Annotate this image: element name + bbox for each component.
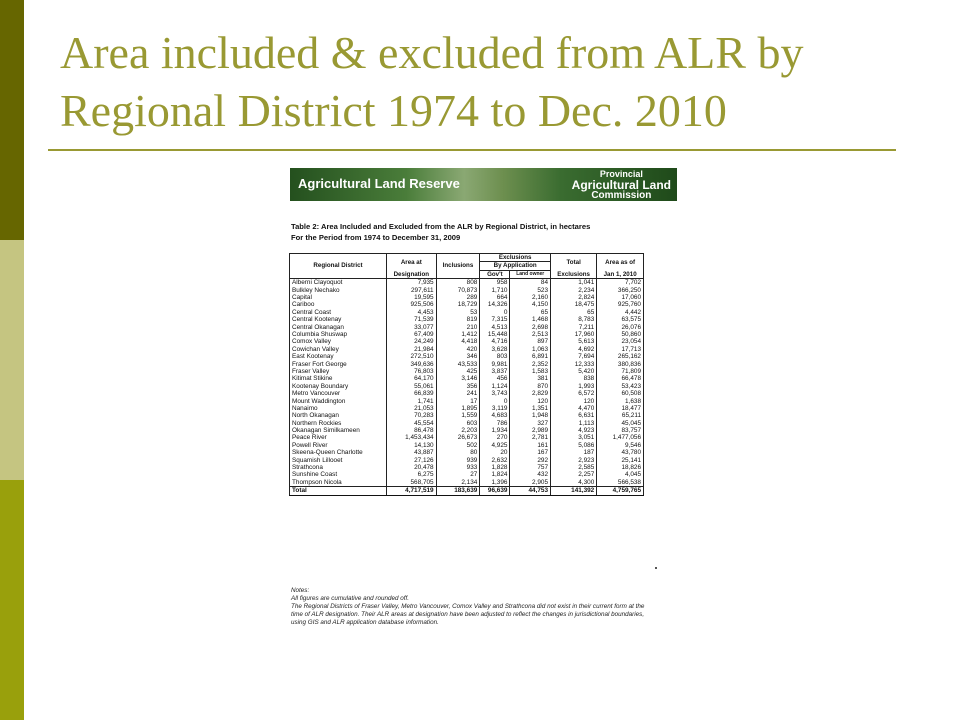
table-row (290, 442, 644, 449)
table-row (290, 368, 644, 375)
cell-name: Bulkley Nechako (290, 287, 387, 294)
cell-area: 66,839 (387, 390, 437, 397)
table-row (290, 279, 644, 287)
cell-incl: 819 (436, 316, 480, 323)
cell-area: 4,717,519 (387, 487, 437, 495)
cell-owner: 1,583 (510, 368, 551, 375)
cell-name: Cowichan Valley (290, 346, 387, 353)
cell-govt: 15,448 (480, 331, 510, 338)
stray-mark (655, 567, 657, 569)
cell-incl: 502 (436, 442, 480, 449)
cell-name: Squamish Lillooet (290, 457, 387, 464)
cell-name: Fraser Valley (290, 368, 387, 375)
table-row (290, 420, 644, 427)
cell-owner: 2,989 (510, 427, 551, 434)
cell-incl: 3,146 (436, 375, 480, 382)
cell-name: Powell River (290, 442, 387, 449)
cell-owner: 523 (510, 287, 551, 294)
cell-area: 70,283 (387, 412, 437, 419)
table-row (290, 479, 644, 487)
table-row (290, 360, 644, 367)
cell-asof: 66,478 (597, 375, 644, 382)
cell-name: Kitimat Stikine (290, 375, 387, 382)
cell-asof: 925,760 (597, 301, 644, 308)
cell-owner: 2,698 (510, 324, 551, 331)
cell-total: 4,300 (551, 479, 597, 487)
cell-owner: 65 (510, 309, 551, 316)
cell-asof: 7,702 (597, 279, 644, 287)
alr-table (289, 253, 644, 496)
banner-left-text: Agricultural Land Reserve (298, 176, 460, 191)
cell-name: Central Kootenay (290, 316, 387, 323)
title-divider (48, 149, 896, 151)
header-designation: Designation (387, 270, 437, 278)
slide-title-line2: Regional District 1974 to Dec. 2010 (60, 85, 727, 136)
cell-govt: 0 (480, 309, 510, 316)
cell-total: 120 (551, 397, 597, 404)
cell-name: Northern Rockies (290, 420, 387, 427)
side-bar-top (0, 0, 24, 240)
cell-asof: 17,060 (597, 294, 644, 301)
table-row (290, 397, 644, 404)
cell-asof: 4,442 (597, 309, 644, 316)
cell-incl: 18,729 (436, 301, 480, 308)
table-row (290, 449, 644, 456)
cell-area: 21,053 (387, 405, 437, 412)
side-accent-bar (0, 0, 24, 720)
header-govt: Gov't (480, 270, 510, 278)
cell-owner: 1,351 (510, 405, 551, 412)
cell-asof: 366,250 (597, 287, 644, 294)
table-row (290, 427, 644, 434)
header-exclusions: Exclusions (480, 254, 551, 262)
table-caption (291, 221, 590, 243)
cell-total: 18,475 (551, 301, 597, 308)
cell-asof: 265,162 (597, 353, 644, 360)
side-bar-middle (0, 240, 24, 480)
cell-total: 6,631 (551, 412, 597, 419)
cell-name: Thompson Nicola (290, 479, 387, 487)
table-caption-line2: For the Period from 1974 to December 31, 2009 (291, 233, 461, 242)
cell-incl: 603 (436, 420, 480, 427)
cell-incl: 1,895 (436, 405, 480, 412)
table-row (290, 324, 644, 331)
cell-name: Peace River (290, 434, 387, 441)
cell-area: 76,803 (387, 368, 437, 375)
cell-area: 86,478 (387, 427, 437, 434)
cell-owner: 84 (510, 279, 551, 287)
cell-incl: 43,533 (436, 360, 480, 367)
cell-area: 71,539 (387, 316, 437, 323)
cell-incl: 70,873 (436, 287, 480, 294)
cell-asof: 1,638 (597, 397, 644, 404)
cell-asof: 1,477,056 (597, 434, 644, 441)
cell-asof: 83,757 (597, 427, 644, 434)
cell-total: 4,923 (551, 427, 597, 434)
cell-name: Total (290, 487, 387, 495)
cell-govt: 1,934 (480, 427, 510, 434)
cell-total: 2,824 (551, 294, 597, 301)
table-row (290, 405, 644, 412)
cell-govt: 1,824 (480, 471, 510, 478)
table-row (290, 383, 644, 390)
cell-govt: 3,119 (480, 405, 510, 412)
cell-area: 24,249 (387, 338, 437, 345)
cell-area: 45,554 (387, 420, 437, 427)
cell-total: 2,923 (551, 457, 597, 464)
table-row (290, 294, 644, 301)
table-row (290, 346, 644, 353)
side-bar-bottom (0, 480, 24, 720)
cell-govt: 14,326 (480, 301, 510, 308)
cell-area: 21,984 (387, 346, 437, 353)
cell-incl: 939 (436, 457, 480, 464)
cell-total: 4,692 (551, 346, 597, 353)
header-regional-district: Regional District (290, 254, 387, 279)
cell-total: 17,960 (551, 331, 597, 338)
cell-incl: 356 (436, 383, 480, 390)
cell-total: 1,041 (551, 279, 597, 287)
cell-owner: 6,891 (510, 353, 551, 360)
cell-asof: 71,809 (597, 368, 644, 375)
cell-asof: 18,826 (597, 464, 644, 471)
cell-name: Central Okanagan (290, 324, 387, 331)
cell-name: Alberni Clayoquot (290, 279, 387, 287)
cell-asof: 18,477 (597, 405, 644, 412)
cell-name: East Kootenay (290, 353, 387, 360)
cell-total: 5,613 (551, 338, 597, 345)
cell-owner: 292 (510, 457, 551, 464)
notes-line1: All figures are cumulative and rounded off. (291, 595, 409, 602)
cell-govt: 7,315 (480, 316, 510, 323)
cell-total: 1,113 (551, 420, 597, 427)
banner-right-line2: Agricultural Land (571, 178, 671, 192)
banner-commission-logo (572, 169, 671, 201)
notes-heading: Notes: (291, 587, 310, 594)
table-row (290, 471, 644, 478)
cell-total: 4,470 (551, 405, 597, 412)
cell-owner: 2,781 (510, 434, 551, 441)
cell-total: 3,051 (551, 434, 597, 441)
cell-asof: 63,575 (597, 316, 644, 323)
cell-owner: 870 (510, 383, 551, 390)
cell-name: Kootenay Boundary (290, 383, 387, 390)
cell-govt: 803 (480, 353, 510, 360)
cell-govt: 4,513 (480, 324, 510, 331)
cell-govt: 3,837 (480, 368, 510, 375)
cell-govt: 3,628 (480, 346, 510, 353)
cell-incl: 2,203 (436, 427, 480, 434)
cell-asof: 53,423 (597, 383, 644, 390)
cell-area: 1,741 (387, 397, 437, 404)
cell-owner: 120 (510, 397, 551, 404)
cell-incl: 346 (436, 353, 480, 360)
table-row (290, 434, 644, 441)
cell-name: Metro Vancouver (290, 390, 387, 397)
cell-name: Fraser Fort George (290, 360, 387, 367)
cell-asof: 4,045 (597, 471, 644, 478)
cell-area: 297,611 (387, 287, 437, 294)
cell-name: Columbia Shuswap (290, 331, 387, 338)
table-row (290, 301, 644, 308)
table-row (290, 287, 644, 294)
cell-incl: 808 (436, 279, 480, 287)
cell-total: 8,783 (551, 316, 597, 323)
cell-total: 2,234 (551, 287, 597, 294)
cell-area: 33,077 (387, 324, 437, 331)
cell-govt: 1,710 (480, 287, 510, 294)
cell-owner: 161 (510, 442, 551, 449)
cell-name: Comox Valley (290, 338, 387, 345)
cell-incl: 17 (436, 397, 480, 404)
cell-owner: 1,948 (510, 412, 551, 419)
cell-govt: 664 (480, 294, 510, 301)
header-area-asof: Area as of (597, 254, 644, 271)
table-row (290, 390, 644, 397)
cell-owner: 2,829 (510, 390, 551, 397)
cell-owner: 1,468 (510, 316, 551, 323)
cell-govt: 958 (480, 279, 510, 287)
table-row (290, 353, 644, 360)
cell-total: 7,211 (551, 324, 597, 331)
cell-incl: 183,639 (436, 487, 480, 495)
cell-incl: 26,673 (436, 434, 480, 441)
cell-govt: 1,396 (480, 479, 510, 487)
cell-owner: 2,160 (510, 294, 551, 301)
table-row (290, 331, 644, 338)
cell-name: Cariboo (290, 301, 387, 308)
alr-banner (290, 168, 677, 201)
header-total-exclusions: Exclusions (551, 270, 597, 278)
cell-owner: 381 (510, 375, 551, 382)
cell-asof: 23,054 (597, 338, 644, 345)
cell-govt: 3,743 (480, 390, 510, 397)
cell-name: Nanaimo (290, 405, 387, 412)
cell-total: 838 (551, 375, 597, 382)
cell-asof: 25,141 (597, 457, 644, 464)
table-row (290, 316, 644, 323)
table-total-row (290, 487, 644, 495)
cell-asof: 60,508 (597, 390, 644, 397)
cell-name: North Okanagan (290, 412, 387, 419)
cell-owner: 1,063 (510, 346, 551, 353)
cell-govt: 456 (480, 375, 510, 382)
cell-incl: 420 (436, 346, 480, 353)
cell-total: 2,257 (551, 471, 597, 478)
notes-line2: The Regional Districts of Fraser Valley, Metro Vancouver, Comox Valley and Strathcona did not exist in their current form at the time of ALR designation. Their ALR areas at designation have been adjusted to reflect the changes in jurisdictional boundaries, using GIS and ALR application database information. (291, 603, 645, 626)
cell-area: 4,453 (387, 309, 437, 316)
table-notes (291, 587, 651, 627)
cell-area: 19,595 (387, 294, 437, 301)
cell-asof: 26,076 (597, 324, 644, 331)
cell-area: 925,506 (387, 301, 437, 308)
cell-asof: 43,780 (597, 449, 644, 456)
cell-area: 1,453,434 (387, 434, 437, 441)
header-inclusions: Inclusions (436, 254, 480, 279)
cell-area: 6,275 (387, 471, 437, 478)
table-row (290, 457, 644, 464)
cell-owner: 4,150 (510, 301, 551, 308)
cell-incl: 425 (436, 368, 480, 375)
cell-name: Sunshine Coast (290, 471, 387, 478)
cell-name: Central Coast (290, 309, 387, 316)
cell-owner: 327 (510, 420, 551, 427)
cell-asof: 45,045 (597, 420, 644, 427)
header-jan-2010: Jan 1, 2010 (597, 270, 644, 278)
cell-owner: 44,753 (510, 487, 551, 495)
table-row (290, 338, 644, 345)
cell-incl: 1,412 (436, 331, 480, 338)
slide-title-line1: Area included & excluded from ALR by (60, 27, 804, 78)
cell-asof: 9,546 (597, 442, 644, 449)
cell-name: Skeena-Queen Charlotte (290, 449, 387, 456)
cell-total: 187 (551, 449, 597, 456)
cell-incl: 210 (436, 324, 480, 331)
cell-asof: 65,211 (597, 412, 644, 419)
cell-govt: 9,981 (480, 360, 510, 367)
cell-incl: 2,134 (436, 479, 480, 487)
cell-area: 349,636 (387, 360, 437, 367)
cell-total: 1,993 (551, 383, 597, 390)
cell-owner: 757 (510, 464, 551, 471)
header-total: Total (551, 254, 597, 271)
cell-govt: 4,716 (480, 338, 510, 345)
cell-owner: 2,905 (510, 479, 551, 487)
cell-govt: 1,124 (480, 383, 510, 390)
cell-govt: 2,632 (480, 457, 510, 464)
cell-incl: 80 (436, 449, 480, 456)
cell-incl: 1,559 (436, 412, 480, 419)
cell-total: 65 (551, 309, 597, 316)
cell-name: Okanagan Similkameen (290, 427, 387, 434)
header-land-owner: Land owner (510, 270, 551, 278)
cell-area: 568,705 (387, 479, 437, 487)
cell-asof: 50,860 (597, 331, 644, 338)
cell-asof: 380,836 (597, 360, 644, 367)
cell-total: 5,086 (551, 442, 597, 449)
table-caption-line1: Table 2: Area Included and Excluded from the ALR by Regional District, in hectares (291, 222, 591, 231)
cell-owner: 2,513 (510, 331, 551, 338)
cell-area: 272,510 (387, 353, 437, 360)
cell-owner: 2,352 (510, 360, 551, 367)
cell-govt: 0 (480, 397, 510, 404)
cell-total: 12,333 (551, 360, 597, 367)
table-row (290, 412, 644, 419)
table-row (290, 464, 644, 471)
banner-right-line3: Commission (591, 190, 652, 201)
cell-area: 20,478 (387, 464, 437, 471)
cell-govt: 96,639 (480, 487, 510, 495)
cell-area: 14,130 (387, 442, 437, 449)
cell-total: 5,420 (551, 368, 597, 375)
cell-name: Strathcona (290, 464, 387, 471)
cell-owner: 897 (510, 338, 551, 345)
cell-area: 27,126 (387, 457, 437, 464)
cell-total: 6,572 (551, 390, 597, 397)
header-area-at: Area at (387, 254, 437, 271)
cell-incl: 4,418 (436, 338, 480, 345)
cell-asof: 566,538 (597, 479, 644, 487)
cell-total: 7,694 (551, 353, 597, 360)
table-row (290, 309, 644, 316)
cell-govt: 270 (480, 434, 510, 441)
cell-area: 67,409 (387, 331, 437, 338)
cell-incl: 53 (436, 309, 480, 316)
banner-right-line1: Provincial (599, 169, 643, 179)
cell-area: 55,061 (387, 383, 437, 390)
cell-govt: 4,683 (480, 412, 510, 419)
cell-govt: 4,925 (480, 442, 510, 449)
cell-asof: 4,759,765 (597, 487, 644, 495)
cell-asof: 17,713 (597, 346, 644, 353)
cell-owner: 167 (510, 449, 551, 456)
cell-total: 2,585 (551, 464, 597, 471)
cell-govt: 786 (480, 420, 510, 427)
cell-name: Mount Waddington (290, 397, 387, 404)
cell-govt: 20 (480, 449, 510, 456)
cell-incl: 289 (436, 294, 480, 301)
cell-incl: 27 (436, 471, 480, 478)
cell-area: 43,887 (387, 449, 437, 456)
header-by-application: By Application (480, 262, 551, 270)
cell-incl: 241 (436, 390, 480, 397)
table-row (290, 375, 644, 382)
cell-total: 141,392 (551, 487, 597, 495)
cell-name: Capital (290, 294, 387, 301)
slide-title (60, 24, 920, 140)
cell-owner: 432 (510, 471, 551, 478)
cell-govt: 1,828 (480, 464, 510, 471)
cell-incl: 933 (436, 464, 480, 471)
cell-area: 7,935 (387, 279, 437, 287)
cell-area: 64,170 (387, 375, 437, 382)
